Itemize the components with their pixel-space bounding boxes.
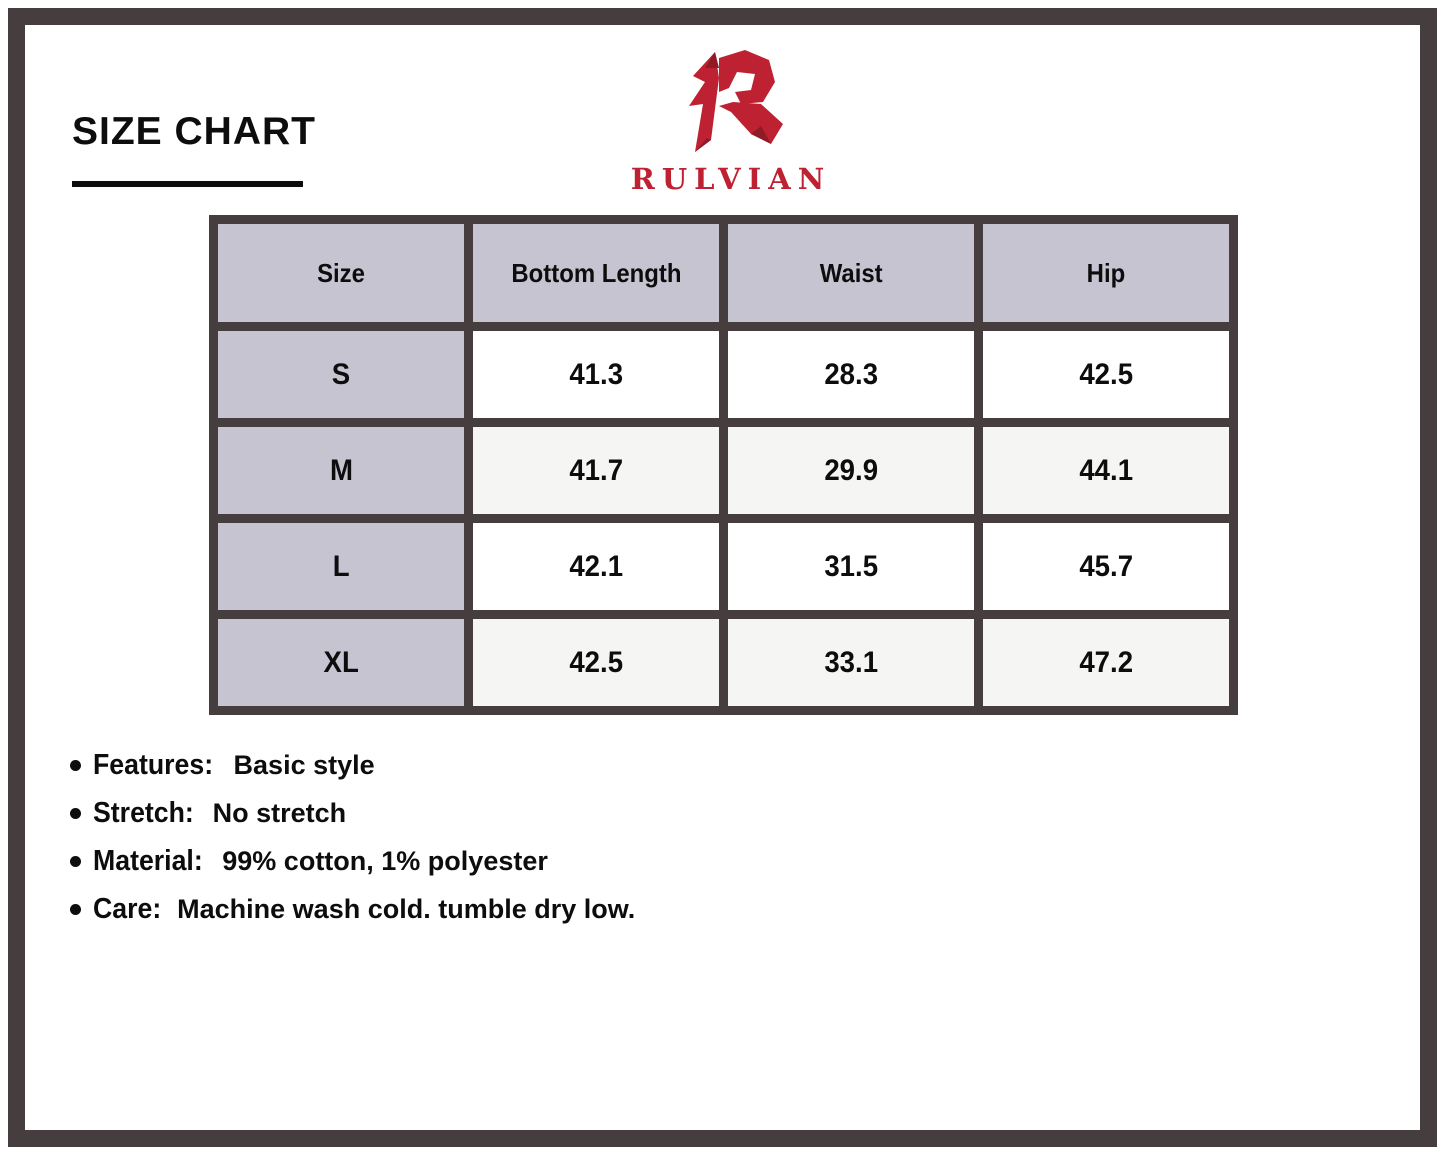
- detail-item-stretch: [70, 796, 635, 830]
- value-cell: [473, 331, 719, 418]
- size-cell: [218, 331, 464, 418]
- value-label: 33.1: [824, 645, 878, 679]
- brand-r-logo-icon: [675, 46, 787, 160]
- product-details-list: [70, 748, 635, 940]
- value-label: 42.5: [1079, 357, 1133, 391]
- value-cell: [728, 331, 974, 418]
- value-cell: [728, 427, 974, 514]
- bullet-icon: [70, 808, 81, 819]
- header-cell-size: [218, 224, 464, 322]
- brand-name: RULVIAN: [630, 162, 832, 196]
- value-label: 42.5: [569, 645, 623, 679]
- detail-label: Stretch:: [93, 796, 194, 829]
- value-label: 42.1: [569, 549, 623, 583]
- value-label: 41.7: [569, 453, 623, 487]
- brand-block: [591, 46, 871, 196]
- size-cell: [218, 427, 464, 514]
- bullet-icon: [70, 760, 81, 771]
- bullet-icon: [70, 904, 81, 915]
- value-label: 45.7: [1079, 549, 1133, 583]
- value-label: 47.2: [1079, 645, 1133, 679]
- value-cell: [728, 619, 974, 706]
- table-row-m: [218, 427, 1229, 514]
- title-underline: [72, 181, 303, 187]
- detail-value: Machine wash cold. tumble dry low.: [177, 893, 636, 924]
- value-label: 44.1: [1079, 453, 1133, 487]
- bullet-icon: [70, 856, 81, 867]
- header-cell-waist: [728, 224, 974, 322]
- detail-label: Care:: [93, 892, 162, 925]
- detail-label: Material:: [93, 844, 203, 877]
- value-cell: [728, 523, 974, 610]
- value-cell: [983, 331, 1229, 418]
- detail-item-features: [70, 748, 635, 782]
- size-label: M: [329, 453, 353, 487]
- table-row-xl: [218, 619, 1229, 706]
- size-chart-table: [209, 215, 1238, 715]
- value-label: 29.9: [824, 453, 878, 487]
- table-header-row: [218, 224, 1229, 322]
- header-cell-hip: [983, 224, 1229, 322]
- header-label: Size: [317, 257, 365, 288]
- detail-value: 99% cotton, 1% polyester: [222, 845, 548, 876]
- value-cell: [983, 427, 1229, 514]
- size-cell: [218, 619, 464, 706]
- detail-item-care: [70, 892, 635, 926]
- header-label: Hip: [1086, 257, 1126, 288]
- header-label: Waist: [819, 257, 883, 288]
- size-label: L: [332, 549, 350, 583]
- detail-value: No stretch: [212, 797, 347, 828]
- value-cell: [983, 523, 1229, 610]
- value-cell: [473, 523, 719, 610]
- detail-item-material: [70, 844, 635, 878]
- detail-label: Features:: [93, 748, 214, 781]
- page-title: SIZE CHART: [72, 110, 316, 153]
- size-label: XL: [323, 645, 359, 679]
- value-label: 41.3: [569, 357, 623, 391]
- header-cell-bottom-length: [473, 224, 719, 322]
- size-cell: [218, 523, 464, 610]
- detail-value: Basic style: [233, 749, 375, 780]
- value-label: 28.3: [824, 357, 878, 391]
- table-row-l: [218, 523, 1229, 610]
- size-label: S: [331, 357, 351, 391]
- value-cell: [473, 619, 719, 706]
- value-cell: [983, 619, 1229, 706]
- value-label: 31.5: [824, 549, 878, 583]
- value-cell: [473, 427, 719, 514]
- header-label: Bottom Length: [510, 257, 682, 288]
- table-row-s: [218, 331, 1229, 418]
